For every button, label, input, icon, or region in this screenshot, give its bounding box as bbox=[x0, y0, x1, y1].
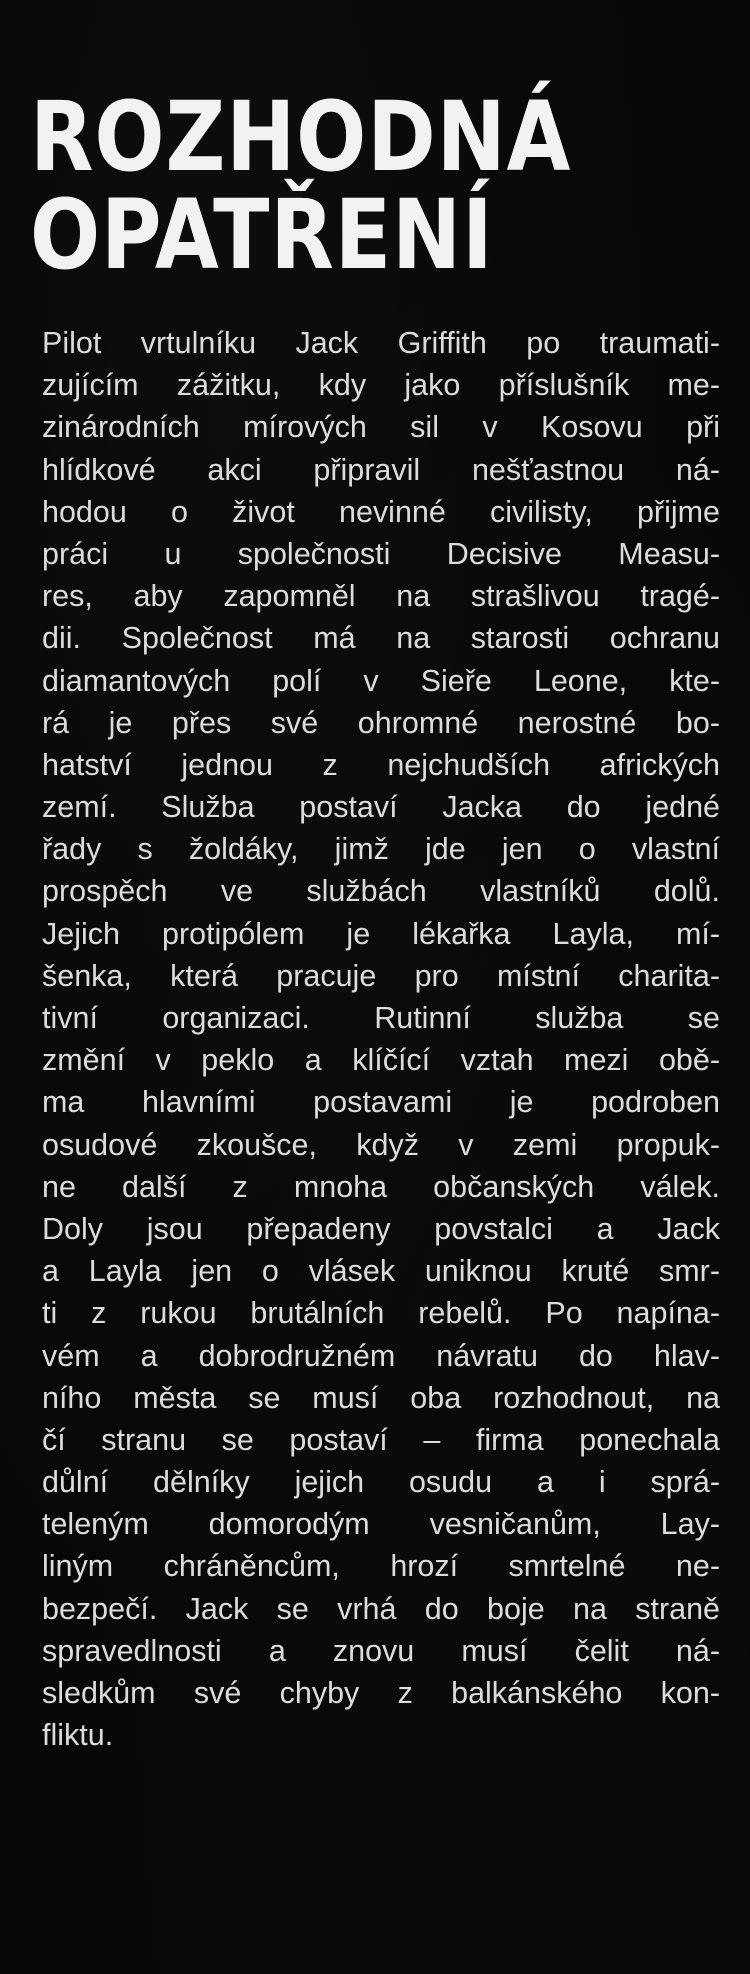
synopsis-line: zemí. Služba postaví Jacka do jedné bbox=[42, 790, 720, 825]
synopsis-line: liným chráněncům, hrozí smrtelné ne- bbox=[42, 1549, 720, 1584]
synopsis-line: res, aby zapomněl na strašlivou tragé- bbox=[42, 579, 720, 614]
synopsis-line: šenka, která pracuje pro místní charita- bbox=[42, 958, 720, 993]
synopsis-line: řady s žoldáky, jimž jde jen o vlastní bbox=[42, 832, 720, 867]
synopsis-line: vém a dobrodružném návratu do hlav- bbox=[42, 1338, 720, 1373]
synopsis-line: ti z rukou brutálních rebelů. Po napína- bbox=[42, 1296, 720, 1331]
synopsis-line: práci u společnosti Decisive Measu- bbox=[42, 536, 720, 571]
synopsis-line: ne další z mnoha občanských válek. bbox=[42, 1169, 720, 1204]
synopsis-line: Pilot vrtulníku Jack Griffith po traumati- bbox=[42, 326, 720, 360]
synopsis-line: hlídkové akci připravil nešťastnou ná- bbox=[42, 452, 720, 487]
synopsis-line: změní v peklo a klíčící vztah mezi obě- bbox=[42, 1043, 720, 1078]
synopsis-line: Jejich protipólem je lékařka Layla, mí- bbox=[42, 916, 720, 951]
synopsis-line: rá je přes své ohromné nerostné bo- bbox=[42, 705, 720, 740]
title-line-1: ROZHODNÁ bbox=[30, 81, 572, 193]
synopsis-line: zujícím zážitku, kdy jako příslušník me- bbox=[42, 368, 720, 403]
synopsis-line: diamantových polí v Sieře Leone, kte- bbox=[42, 663, 720, 698]
synopsis-line: ního města se musí oba rozhodnout, na bbox=[42, 1380, 720, 1415]
synopsis-line: osudové zkoušce, když v zemi propuk- bbox=[42, 1127, 720, 1162]
synopsis-line: spravedlnosti a znovu musí čelit ná- bbox=[42, 1633, 720, 1668]
synopsis-line: a Layla jen o vlásek uniknou kruté smr- bbox=[42, 1254, 720, 1289]
book-title bbox=[30, 81, 632, 291]
synopsis-line: čí stranu se postaví – firma ponechala bbox=[42, 1422, 720, 1457]
synopsis-line: fliktu. bbox=[42, 1718, 114, 1753]
synopsis-text bbox=[42, 322, 720, 1756]
synopsis-line: hodou o život nevinné civilisty, přijme bbox=[42, 494, 720, 529]
title-line-2: OPATŘENÍ bbox=[30, 179, 494, 291]
synopsis-line: ma hlavními postavami je podroben bbox=[42, 1085, 720, 1120]
synopsis-line: Doly jsou přepadeny povstalci a Jack bbox=[42, 1211, 720, 1246]
synopsis-line: sledkům své chyby z balkánského kon- bbox=[42, 1676, 720, 1710]
synopsis-line: tivní organizaci. Rutinní služba se bbox=[42, 1001, 720, 1035]
synopsis-line: dii. Společnost má na starosti ochranu bbox=[42, 621, 720, 656]
synopsis-line: zinárodních mírových sil v Kosovu při bbox=[42, 410, 720, 445]
synopsis-line: prospěch ve službách vlastníků dolů. bbox=[42, 874, 720, 909]
synopsis-line: důlní dělníky jejich osudu a i sprá- bbox=[42, 1465, 720, 1500]
synopsis-line: bezpečí. Jack se vrhá do boje na straně bbox=[42, 1591, 720, 1626]
synopsis-line: hatství jednou z nejchudších afrických bbox=[42, 747, 720, 782]
synopsis-line: teleným domorodým vesničanům, Lay- bbox=[42, 1507, 720, 1542]
